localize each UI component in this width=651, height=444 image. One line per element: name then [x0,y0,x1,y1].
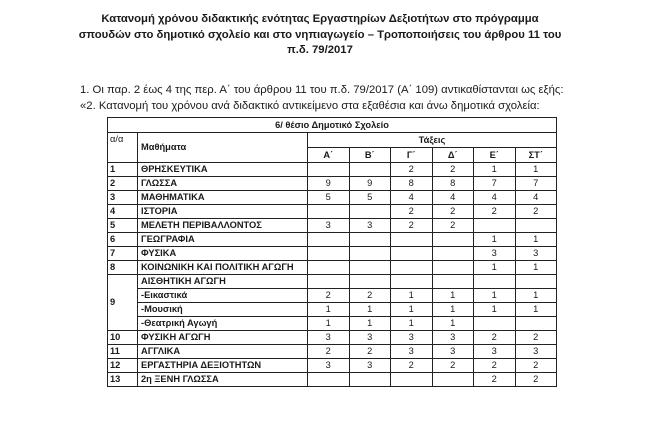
grade-header: Ε΄ [474,148,516,163]
title-line: π.δ. 79/2017 [287,44,353,56]
hours-cell: 2 [349,289,391,303]
title-line: Κατανομή χρόνου διδακτικής ενότητας Εργαστηρίων Δεξιοτήτων στο πρόγραμμα [101,13,539,25]
hours-cell: 3 [515,345,557,359]
subject-cell: ΕΡΓΑΣΤΗΡΙΑ ΔΕΞΙΟΤΗΤΩΝ [138,359,308,373]
table-row [108,359,557,373]
hours-cell [515,219,557,233]
paragraph-2: «2. Κατανομή του χρόνου ανά διδακτικό αντικείμενο στα εξαθέσια και άνω δημοτικά σχολεία: [80,100,540,112]
hours-cell: 3 [432,331,474,345]
row-index: 2 [108,177,138,191]
table-row [108,317,557,331]
schedule-table [107,117,557,387]
table-row [108,345,557,359]
table-row [108,205,557,219]
row-index: 13 [108,373,138,387]
hours-cell [391,261,433,275]
table-row [108,373,557,387]
hours-cell [391,275,433,289]
hours-cell: 1 [391,303,433,317]
hours-cell: 2 [432,163,474,177]
hours-cell: 1 [432,317,474,331]
hours-cell: 2 [349,345,391,359]
subject-header: Μαθήματα [138,133,308,163]
subject-cell: -Θεατρική Αγωγή [138,317,308,331]
hours-cell: 1 [515,163,557,177]
table-row [108,233,557,247]
table-row [108,303,557,317]
hours-cell: 2 [515,359,557,373]
table-row [108,177,557,191]
title-line: σπουδών στο δημοτικό σχολείο και στο νηπιαγωγείο – Τροποποιήσεις του άρθρου 11 του [78,28,562,41]
hours-cell: 1 [349,317,391,331]
subject-cell: ΑΙΣΘΗΤΙΚΗ ΑΓΩΓΗ [138,275,308,289]
row-index: 3 [108,191,138,205]
table-row [108,163,557,177]
hours-cell [349,261,391,275]
hours-cell: 2 [474,205,516,219]
hours-cell: 2 [391,219,433,233]
hours-cell: 1 [308,303,350,317]
hours-cell: 2 [515,331,557,345]
hours-cell: 1 [515,289,557,303]
subject-cell: ΚΟΙΝΩΝΙΚΗ ΚΑΙ ΠΟΛΙΤΙΚΗ ΑΓΩΓΗ [138,261,308,275]
hours-cell: 2 [391,359,433,373]
table-row [108,219,557,233]
subject-cell: ΦΥΣΙΚΑ [138,247,308,261]
grade-header: Δ΄ [432,148,474,163]
table-row [108,275,557,289]
hours-cell: 2 [515,373,557,387]
hours-cell: 3 [474,345,516,359]
hours-cell: 9 [349,177,391,191]
subject-cell: ΜΑΘΗΜΑΤΙΚΑ [138,191,308,205]
row-index: 1 [108,163,138,177]
hours-cell: 4 [432,191,474,205]
hours-cell [474,275,516,289]
hours-cell: 1 [391,289,433,303]
hours-cell [391,373,433,387]
hours-cell: 3 [432,345,474,359]
hours-cell: 3 [349,331,391,345]
hours-cell: 3 [308,331,350,345]
hours-cell [432,233,474,247]
hours-cell: 2 [308,289,350,303]
hours-cell: 4 [515,191,557,205]
hours-cell: 7 [474,177,516,191]
hours-cell: 3 [308,219,350,233]
hours-cell: 4 [474,191,516,205]
hours-cell: 1 [474,303,516,317]
subject-cell: -Εικαστικά [138,289,308,303]
hours-cell: 9 [308,177,350,191]
hours-cell: 2 [474,373,516,387]
row-index: 11 [108,345,138,359]
hours-cell: 2 [432,359,474,373]
table-row [108,289,557,303]
hours-cell [391,247,433,261]
table-row [108,331,557,345]
hours-cell [474,317,516,331]
subject-cell: ΓΕΩΓΡΑΦΙΑ [138,233,308,247]
grade-header: Γ΄ [391,148,433,163]
hours-cell: 5 [349,191,391,205]
table-row [108,191,557,205]
hours-cell: 4 [391,191,433,205]
subject-cell: ΙΣΤΟΡΙΑ [138,205,308,219]
hours-cell: 3 [391,331,433,345]
grades-header: Τάξεις [308,133,557,148]
grade-header: ΣΤ΄ [515,148,557,163]
hours-cell: 2 [474,331,516,345]
subject-cell: ΦΥΣΙΚΗ ΑΓΩΓΗ [138,331,308,345]
subject-cell: ΜΕΛΕΤΗ ΠΕΡΙΒΑΛΛΟΝΤΟΣ [138,219,308,233]
hours-cell: 2 [515,205,557,219]
hours-cell: 8 [432,177,474,191]
row-index: 10 [108,331,138,345]
hours-cell: 1 [349,303,391,317]
paragraph-1: 1. Οι παρ. 2 έως 4 της περ. Α΄ του άρθρου 11 του π.δ. 79/2017 (Α΄ 109) αντικαθίστανται ως εξής: [80,84,564,96]
row-index: 9 [108,275,138,331]
hours-cell: 1 [515,303,557,317]
hours-cell [432,247,474,261]
hours-cell [349,233,391,247]
hours-cell [308,373,350,387]
hours-cell [308,233,350,247]
hours-cell: 2 [391,205,433,219]
hours-cell: 5 [308,191,350,205]
hours-cell: 2 [432,205,474,219]
document-title [40,12,600,59]
hours-cell: 1 [474,233,516,247]
hours-cell: 3 [515,247,557,261]
hours-cell [308,275,350,289]
hours-cell [349,247,391,261]
hours-cell: 3 [391,345,433,359]
row-index: 5 [108,219,138,233]
table-row [108,247,557,261]
subject-cell: ΑΓΓΛΙΚΑ [138,345,308,359]
hours-cell: 1 [515,261,557,275]
hours-cell [432,261,474,275]
hours-cell: 1 [432,303,474,317]
row-index: 6 [108,233,138,247]
hours-cell: 1 [308,317,350,331]
row-index: 8 [108,261,138,275]
hours-cell: 1 [474,163,516,177]
hours-cell: 3 [349,219,391,233]
index-header: α/α [108,133,138,163]
hours-cell [349,205,391,219]
hours-cell [349,373,391,387]
hours-cell: 7 [515,177,557,191]
row-index: 4 [108,205,138,219]
table-caption: 6/ θέσιο Δημοτικό Σχολείο [108,118,557,133]
hours-cell: 3 [308,359,350,373]
row-index: 7 [108,247,138,261]
hours-cell: 2 [474,359,516,373]
hours-cell: 8 [391,177,433,191]
hours-cell: 1 [432,289,474,303]
hours-cell [308,205,350,219]
hours-cell: 3 [474,247,516,261]
hours-cell: 1 [515,233,557,247]
subject-cell: ΘΡΗΣΚΕΥΤΙΚΑ [138,163,308,177]
hours-cell [515,317,557,331]
hours-cell [432,373,474,387]
hours-cell [515,275,557,289]
hours-cell [308,163,350,177]
hours-cell: 1 [474,261,516,275]
subject-cell: -Μουσική [138,303,308,317]
hours-cell [349,163,391,177]
table-row [108,261,557,275]
hours-cell: 2 [432,219,474,233]
hours-cell [308,261,350,275]
hours-cell: 1 [391,317,433,331]
hours-cell: 2 [308,345,350,359]
row-index: 12 [108,359,138,373]
hours-cell: 2 [391,163,433,177]
hours-cell [432,275,474,289]
hours-cell [349,275,391,289]
grade-header: Α΄ [308,148,350,163]
hours-cell: 1 [474,289,516,303]
grade-header: Β΄ [349,148,391,163]
hours-cell [308,247,350,261]
hours-cell: 3 [349,359,391,373]
subject-cell: ΓΛΩΣΣΑ [138,177,308,191]
hours-cell [474,219,516,233]
hours-cell [391,233,433,247]
subject-cell: 2η ΞΕΝΗ ΓΛΩΣΣΑ [138,373,308,387]
